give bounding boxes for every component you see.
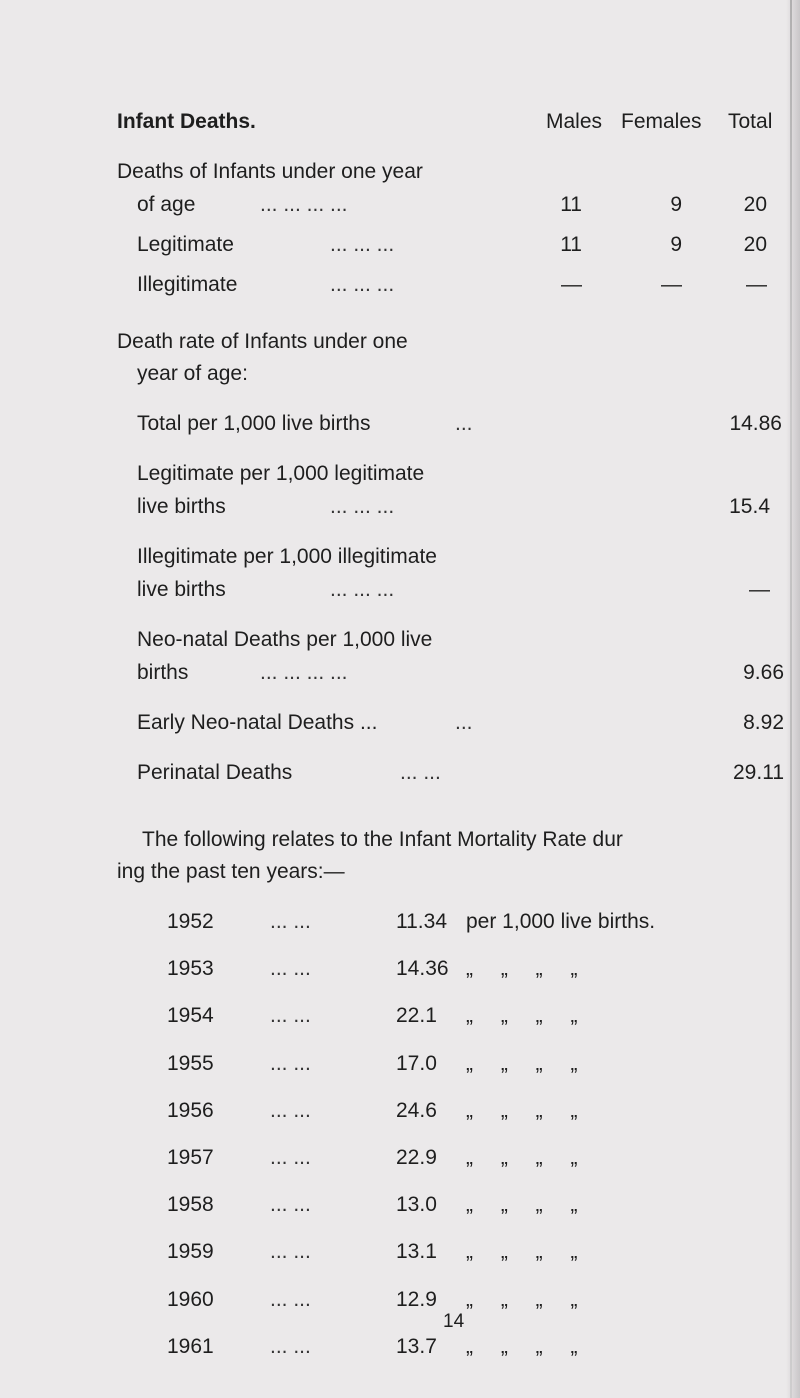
rate-illegitimate-label-line2: live births [137,578,226,601]
rate-perinatal-leader-dots: ... ... [400,761,441,784]
year-label: 1956 [167,1099,214,1122]
year-rate-value: 11.34 [396,910,447,933]
year-label: 1955 [167,1052,214,1075]
year-label: 1958 [167,1193,214,1216]
year-leader-dots: ... ... [270,1004,311,1027]
row-under-one-label-line2: of age [137,193,196,216]
row-illegitimate-males: — [561,273,582,296]
year-rate-value: 13.0 [396,1193,437,1216]
rate-neonatal-leader-dots: ... ... ... ... [260,661,348,684]
rate-total-label: Total per 1,000 live births [137,412,371,435]
row-legitimate-leader-dots: ... ... ... [330,233,395,256]
year-rate-value: 17.0 [396,1052,437,1075]
year-leader-dots: ... ... [270,1052,311,1075]
rate-illegitimate-value: — [749,578,770,601]
row-legitimate-total: 20 [743,233,767,256]
year-rate-value: 22.9 [396,1146,437,1169]
year-rate-suffix: „ „ „ „ [466,1288,578,1311]
rate-heading-line1: Death rate of Infants under one [117,330,408,353]
section-title: Infant Deaths. [117,110,256,133]
year-label: 1953 [167,957,214,980]
year-label: 1959 [167,1240,214,1263]
year-rate-suffix: „ „ „ „ [466,1335,578,1358]
intro-line2: ing the past ten years:— [117,860,345,883]
year-rate-suffix: „ „ „ „ [466,1240,578,1263]
rate-early-neonatal-leader-dots: ... [455,711,473,734]
year-leader-dots: ... ... [270,1193,311,1216]
year-rate-value: 13.7 [396,1335,437,1358]
rate-total-leader-dots: ... [455,412,473,435]
rate-neonatal-label-line1: Neo-natal Deaths per 1,000 live [137,628,433,651]
row-illegitimate-total: — [746,273,767,296]
rate-total-value: 14.86 [729,412,782,435]
year-rate-value: 12.9 [396,1288,437,1311]
year-rate-suffix: „ „ „ „ [466,1004,578,1027]
rate-legitimate-label-line2: live births [137,495,226,518]
year-rate-value: 22.1 [396,1004,437,1027]
row-under-one-label-line1: Deaths of Infants under one year [117,160,423,183]
rate-legitimate-value: 15.4 [729,495,770,518]
rate-legitimate-leader-dots: ... ... ... [330,495,395,518]
rate-neonatal-value: 9.66 [743,661,784,684]
year-label: 1957 [167,1146,214,1169]
year-label: 1961 [167,1335,214,1358]
year-rate-suffix: „ „ „ „ [466,1193,578,1216]
page-number: 14 [443,1311,465,1332]
column-header-females: Females [621,110,702,133]
year-leader-dots: ... ... [270,1288,311,1311]
rate-perinatal-value: 29.11 [733,761,784,784]
year-rate-suffix: per 1,000 live births. [466,910,656,933]
row-under-one-total: 20 [743,193,767,216]
year-rate-value: 14.36 [396,957,449,980]
column-header-males: Males [546,110,603,133]
row-illegitimate-label: Illegitimate [137,273,238,296]
year-leader-dots: ... ... [270,1240,311,1263]
year-rate-suffix: „ „ „ „ [466,1099,578,1122]
column-header-total: Total [728,110,773,133]
year-label: 1954 [167,1004,214,1027]
year-rate-value: 13.1 [396,1240,437,1263]
intro-line1: The following relates to the Infant Mortality Rate dur [142,828,623,851]
rate-early-neonatal-label: Early Neo-natal Deaths ... [137,711,378,734]
page-edge-shadow [786,0,800,1398]
year-rate-suffix: „ „ „ „ [466,1146,578,1169]
rate-perinatal-label: Perinatal Deaths [137,761,293,784]
rate-neonatal-label-line2: births [137,661,189,684]
row-under-one-males: 11 [560,193,582,216]
year-rate-suffix: „ „ „ „ [466,957,578,980]
rate-heading-line2: year of age: [137,362,248,385]
page-edge-line [790,0,792,1398]
year-label: 1952 [167,910,214,933]
year-rate-value: 24.6 [396,1099,437,1122]
year-leader-dots: ... ... [270,1146,311,1169]
row-under-one-females: 9 [670,193,682,216]
year-leader-dots: ... ... [270,957,311,980]
rate-illegitimate-leader-dots: ... ... ... [330,578,395,601]
year-rate-suffix: „ „ „ „ [466,1052,578,1075]
row-under-one-leader-dots: ... ... ... ... [260,193,348,216]
rate-illegitimate-label-line1: Illegitimate per 1,000 illegitimate [137,545,437,568]
year-leader-dots: ... ... [270,910,311,933]
rate-early-neonatal-value: 8.92 [743,711,784,734]
year-leader-dots: ... ... [270,1099,311,1122]
year-leader-dots: ... ... [270,1335,311,1358]
row-illegitimate-leader-dots: ... ... ... [330,273,395,296]
year-label: 1960 [167,1288,214,1311]
row-legitimate-males: 11 [560,233,582,256]
row-legitimate-females: 9 [670,233,682,256]
row-legitimate-label: Legitimate [137,233,234,256]
rate-legitimate-label-line1: Legitimate per 1,000 legitimate [137,462,425,485]
row-illegitimate-females: — [661,273,682,296]
